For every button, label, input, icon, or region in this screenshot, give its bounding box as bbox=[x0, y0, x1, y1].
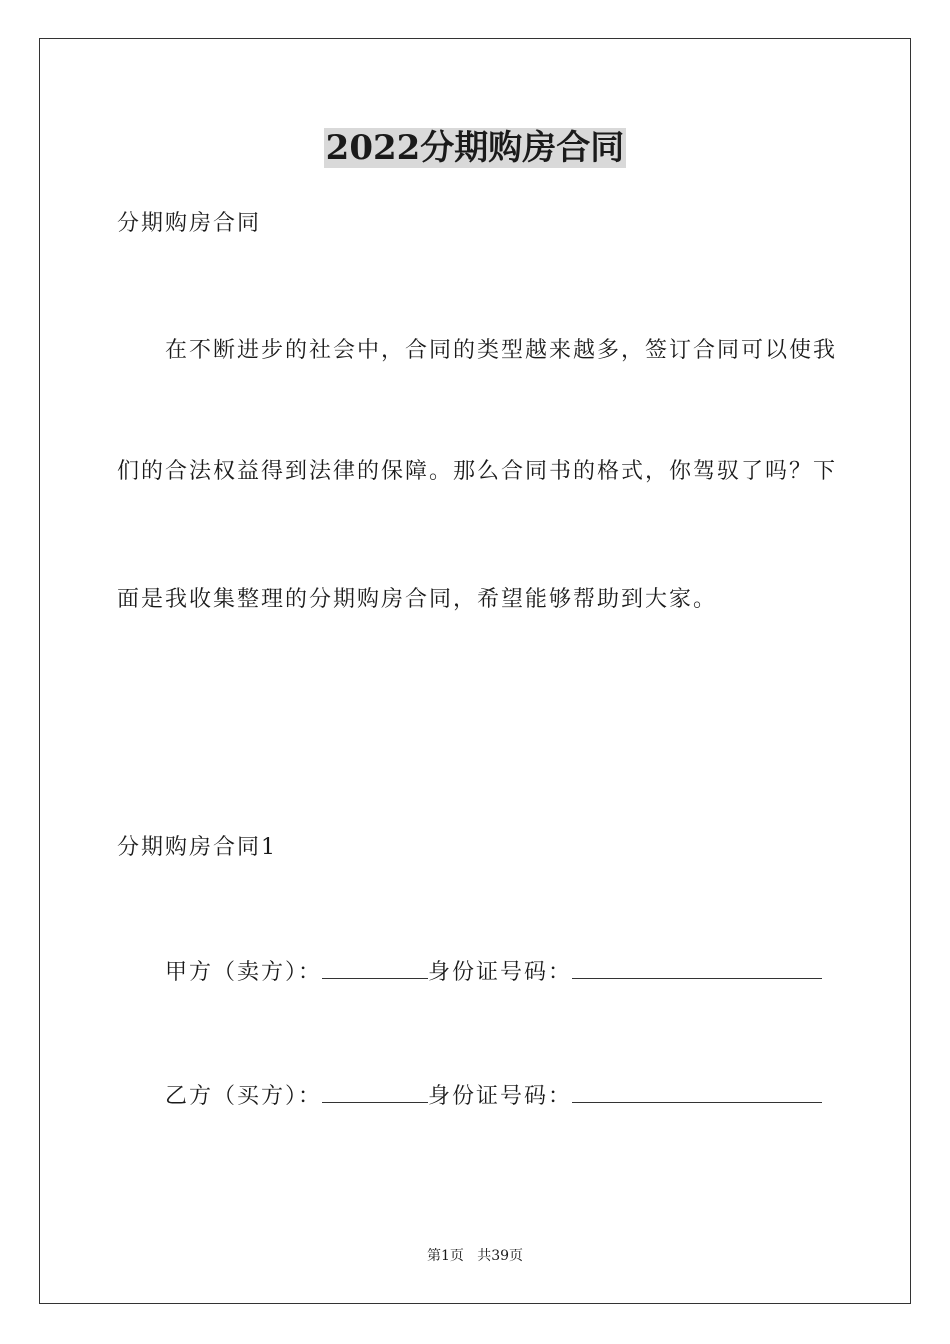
party-b-label: 乙方（买方）： bbox=[165, 1084, 323, 1109]
intro-line-2: 们的合法权益得到法律的保障。那么合同书的格式，你驾驭了吗？下 bbox=[117, 459, 838, 484]
section-heading: 分期购房合同1 bbox=[117, 835, 277, 860]
document-subtitle: 分期购房合同 bbox=[117, 211, 262, 236]
page-footer: 第1页 共39页 bbox=[426, 1248, 524, 1264]
party-b-name-field[interactable] bbox=[322, 1082, 428, 1103]
intro-line-1: 在不断进步的社会中，合同的类型越来越多，签订合同可以使我 bbox=[165, 338, 838, 363]
party-a-row bbox=[165, 958, 822, 987]
party-a-label: 甲方（卖方）： bbox=[165, 960, 323, 985]
party-a-id-field[interactable] bbox=[572, 958, 822, 979]
title-container bbox=[0, 128, 950, 168]
party-b-id-field[interactable] bbox=[572, 1082, 822, 1103]
intro-line-3: 面是我收集整理的分期购房合同，希望能够帮助到大家。 bbox=[117, 587, 718, 612]
party-a-id-label: 身份证号码： bbox=[428, 960, 573, 985]
party-a-name-field[interactable] bbox=[322, 958, 428, 979]
party-b-row bbox=[165, 1082, 822, 1111]
document-title: 2022分期购房合同 bbox=[325, 128, 625, 168]
party-b-id-label: 身份证号码： bbox=[428, 1084, 573, 1109]
